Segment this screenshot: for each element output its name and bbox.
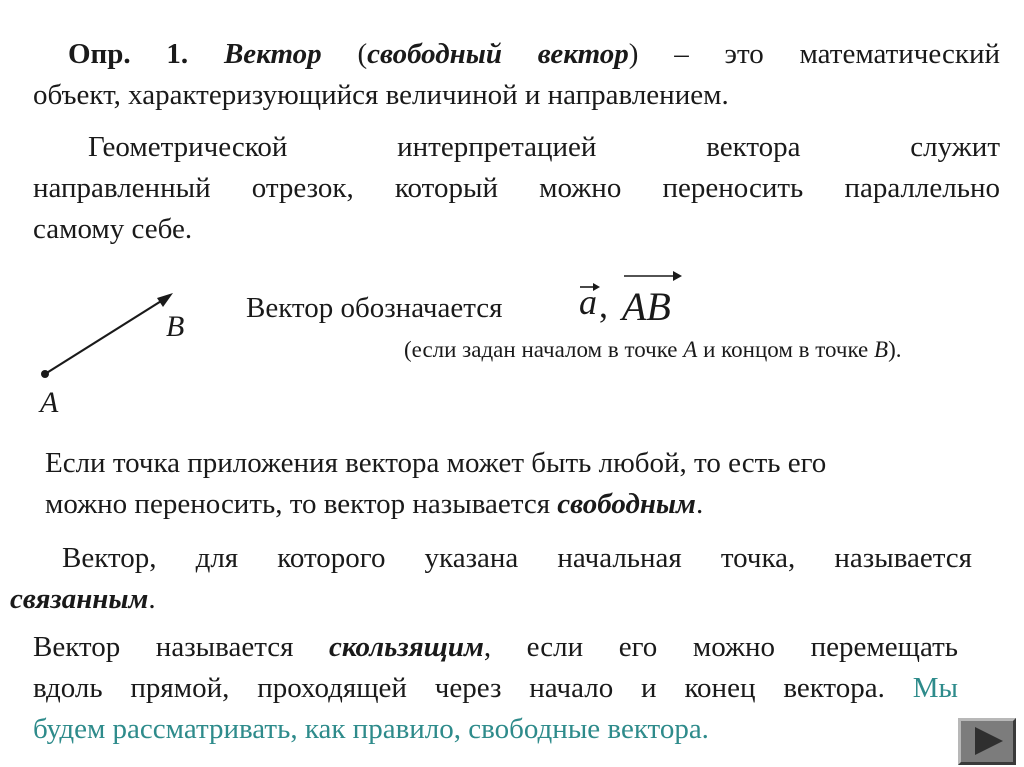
notation-comma: , xyxy=(599,285,608,325)
bound-period: . xyxy=(148,583,156,615)
definition-prefix: Опр. 1. xyxy=(68,38,189,70)
note-prefix: (если задан началом в точке xyxy=(404,337,684,362)
bound-line-1: Вектор, для которого указана начальная точка, называется xyxy=(62,542,972,574)
sliding-prefix: Вектор называется xyxy=(33,631,330,663)
definition-line-2: объект, характеризующийся величиной и направлением. xyxy=(33,79,729,111)
note-mid: и концом в точке xyxy=(697,337,875,362)
sliding-line-2 xyxy=(33,668,958,709)
definition-term: Вектор xyxy=(223,38,322,70)
geometric-line-2: направленный отрезок, который можно переносить параллельно xyxy=(33,172,1000,204)
bound-line-2 xyxy=(10,579,972,620)
free-term: свободным xyxy=(557,488,696,520)
note-point-a: A xyxy=(683,337,698,362)
bound-vector-paragraph xyxy=(10,538,972,620)
play-next-icon xyxy=(961,721,1013,762)
free-vector-paragraph xyxy=(45,443,975,525)
vector-segment xyxy=(45,298,166,374)
definition-rest: ) – это математический xyxy=(628,38,1000,70)
note-point-b: B xyxy=(874,337,889,362)
free-line-2-text: можно переносить, то вектор называется xyxy=(45,488,558,520)
geometric-line-1: Геометрической интерпретацией вектора служит xyxy=(88,131,1000,163)
note-suffix: ). xyxy=(888,337,902,362)
definition-paragraph xyxy=(33,34,1000,116)
sliding-line-3: будем рассматривать, как правило, свободные вектора. xyxy=(33,713,709,745)
definition-alt-term: свободный вектор xyxy=(367,38,629,70)
free-line-2 xyxy=(45,484,975,525)
geometric-paragraph xyxy=(33,127,1000,250)
vector-a-symbol: a xyxy=(579,282,597,322)
notation-note xyxy=(404,336,902,364)
notation-text: Вектор обозначается xyxy=(246,292,503,324)
bound-term: связанным xyxy=(10,583,149,615)
free-line-1: Если точка приложения вектора может быть любой, то есть его xyxy=(45,447,827,479)
sliding-line-1 xyxy=(33,627,958,668)
next-slide-button[interactable] xyxy=(958,718,1016,765)
point-a-label: A xyxy=(40,386,59,419)
sliding-line-2-text: вдоль прямой, проходящей через начало и конец вектора. xyxy=(33,672,913,704)
geometric-line-3: самому себе. xyxy=(33,213,193,245)
free-period: . xyxy=(695,488,704,520)
vector-arrowhead xyxy=(157,293,173,307)
paren-open: ( xyxy=(357,38,368,70)
sliding-vector-paragraph xyxy=(33,627,958,750)
point-b-label: B xyxy=(166,310,185,343)
sliding-term: скользящим xyxy=(329,631,484,663)
sliding-line-2-teal: Мы xyxy=(912,672,958,704)
definition-line-1 xyxy=(33,34,1000,75)
vector-ab-symbol: AB xyxy=(622,284,671,329)
vector-ab-overarrow xyxy=(622,269,684,283)
vector-start-point xyxy=(41,370,49,378)
sliding-suffix: , если его можно перемещать xyxy=(483,631,958,663)
